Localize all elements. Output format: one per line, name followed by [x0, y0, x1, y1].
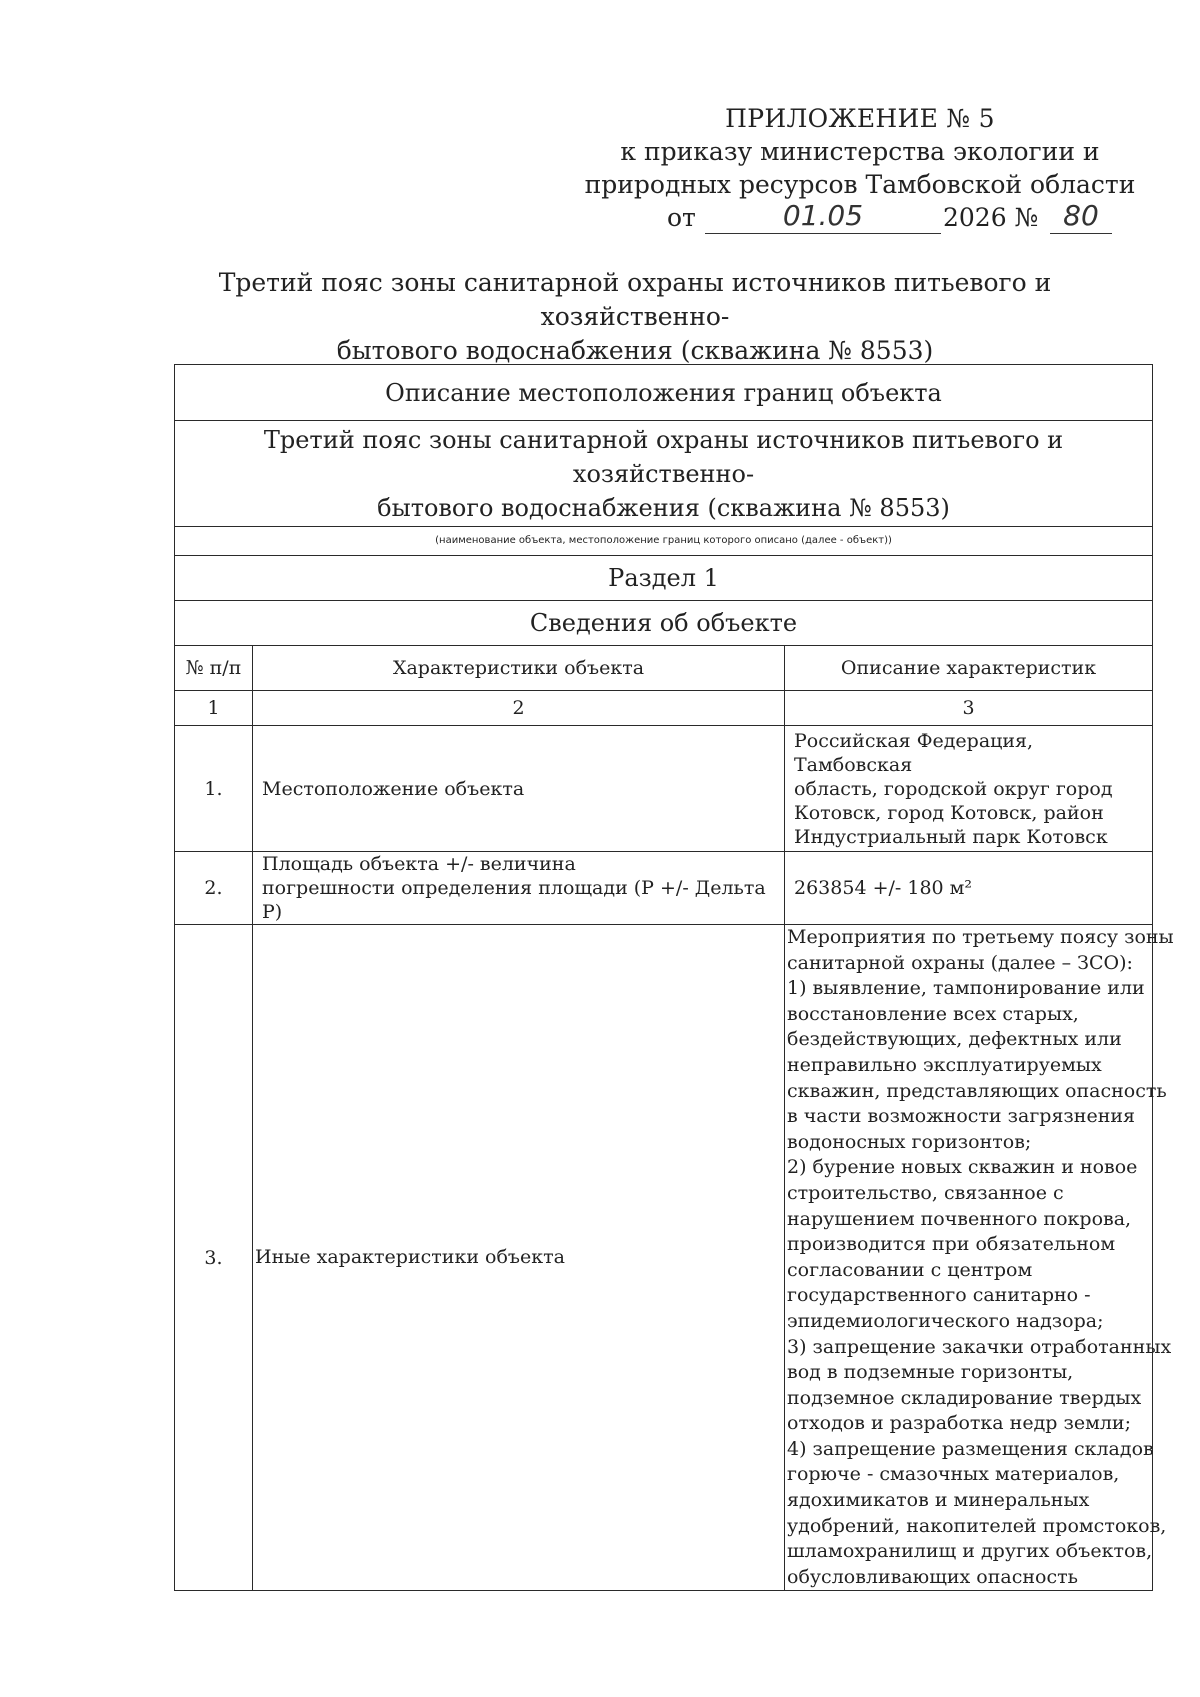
characteristic-line: Площадь объекта +/- величина [262, 853, 576, 875]
description-line: Котовск, город Котовск, район [794, 801, 1104, 824]
description-line: удобрений, накопителей промстоков, [787, 1514, 1167, 1537]
appendix-line-1: к приказу министерства экологии и [620, 137, 1100, 166]
description-line: государственного санитарно - [787, 1284, 1091, 1307]
row-characteristic [253, 726, 785, 852]
table-header: Описание местоположения границ объекта [175, 365, 1153, 421]
column-header-number: № п/п [175, 646, 253, 691]
description-line: водоносных горизонтов; [787, 1130, 1032, 1153]
handwritten-order-number: 80 [1050, 201, 1112, 234]
table-row [175, 925, 1153, 1591]
year-label: 2026 № [943, 203, 1039, 232]
characteristic-line: Местоположение объекта [262, 777, 525, 800]
description-line: вод в подземные горизонты, [787, 1361, 1074, 1384]
row-number: 1. [175, 726, 253, 852]
description-line: обусловливающих опасность [787, 1565, 1078, 1588]
document-title-line-1: Третий пояс зоны санитарной охраны источников питьевого и хозяйственно- [218, 268, 1052, 331]
description-line: горюче - смазочных материалов, [787, 1463, 1120, 1486]
object-name-line-1: Третий пояс зоны санитарной охраны источников питьевого и хозяйственно- [263, 425, 1064, 488]
column-header-description: Описание характеристик [785, 646, 1153, 691]
description-line: строительство, связанное с [787, 1181, 1064, 1204]
order-date-line [560, 201, 1160, 237]
document-title [150, 266, 1120, 368]
description-line: 2) бурение новых скважин и новое [787, 1156, 1138, 1179]
description-line: отходов и разработка недр земли; [787, 1412, 1131, 1435]
appendix-line-2: природных ресурсов Тамбовской области [584, 170, 1136, 199]
description-line: 4) запрещение размещения складов [787, 1437, 1154, 1460]
description-line: область, городской округ город [794, 777, 1113, 800]
object-name-note: (наименование объекта, местоположение границ которого описано (далее - объект)) [175, 527, 1153, 556]
row-characteristic [253, 925, 785, 1591]
description-line: нарушением почвенного покрова, [787, 1207, 1132, 1230]
description-line: шламохранилищ и других объектов, [787, 1540, 1153, 1563]
boundary-description-table [174, 364, 1174, 1591]
appendix-title: ПРИЛОЖЕНИЕ № 5 [725, 104, 995, 133]
row-number: 2. [175, 852, 253, 925]
section-title: Сведения об объекте [175, 601, 1153, 646]
row-description [785, 852, 1153, 925]
row-description [785, 726, 1153, 852]
column-header-characteristics: Характеристики объекта [253, 646, 785, 691]
handwritten-date: 01.05 [705, 201, 941, 234]
document-title-line-2: бытового водоснабжения (скважина № 8553) [336, 336, 934, 365]
description-line: 3) запрещение закачки отработанных [787, 1335, 1172, 1358]
description-line: восстановление всех старых, [787, 1002, 1079, 1025]
description-line: подземное складирование твердых [787, 1386, 1142, 1409]
column-number-3: 3 [785, 691, 1153, 726]
description-line: неправильно эксплуатируемых [787, 1053, 1102, 1076]
description-line: Российская Федерация, Тамбовская [794, 729, 1034, 776]
section-label: Раздел 1 [175, 556, 1153, 601]
object-name-line-2: бытового водоснабжения (скважина № 8553) [377, 493, 950, 522]
table-row [175, 852, 1153, 925]
description-line: 1) выявление, тампонирование или [787, 977, 1145, 1000]
description-line: эпидемиологического надзора; [787, 1309, 1104, 1332]
table-row [175, 726, 1153, 852]
column-number-2: 2 [253, 691, 785, 726]
from-label: от [667, 203, 696, 232]
description-line: согласовании с центром [787, 1258, 1033, 1281]
description-line: ядохимикатов и минеральных [787, 1489, 1090, 1512]
row-description [785, 925, 1174, 1591]
description-line: Индустриальный парк Котовск [794, 825, 1108, 848]
row-characteristic [253, 852, 785, 925]
description-line: санитарной охраны (далее – ЗСО): [787, 951, 1133, 974]
description-line: бездействующих, дефектных или [787, 1028, 1122, 1051]
characteristic-line: Иные характеристики объекта [255, 1245, 565, 1268]
description-line: производится при обязательном [787, 1233, 1116, 1256]
description-line: в части возможности загрязнения [787, 1105, 1136, 1128]
object-name [175, 421, 1153, 527]
appendix-header [560, 102, 1160, 237]
characteristic-line: погрешности определения площади (Р +/- Дельта Р) [262, 877, 766, 923]
description-line: скважин, представляющих опасность [787, 1079, 1167, 1102]
description-line: 263854 +/- 180 м² [794, 877, 973, 899]
column-number-1: 1 [175, 691, 253, 726]
description-line: Мероприятия по третьему поясу зоны [787, 926, 1174, 948]
row-number: 3. [175, 925, 253, 1591]
